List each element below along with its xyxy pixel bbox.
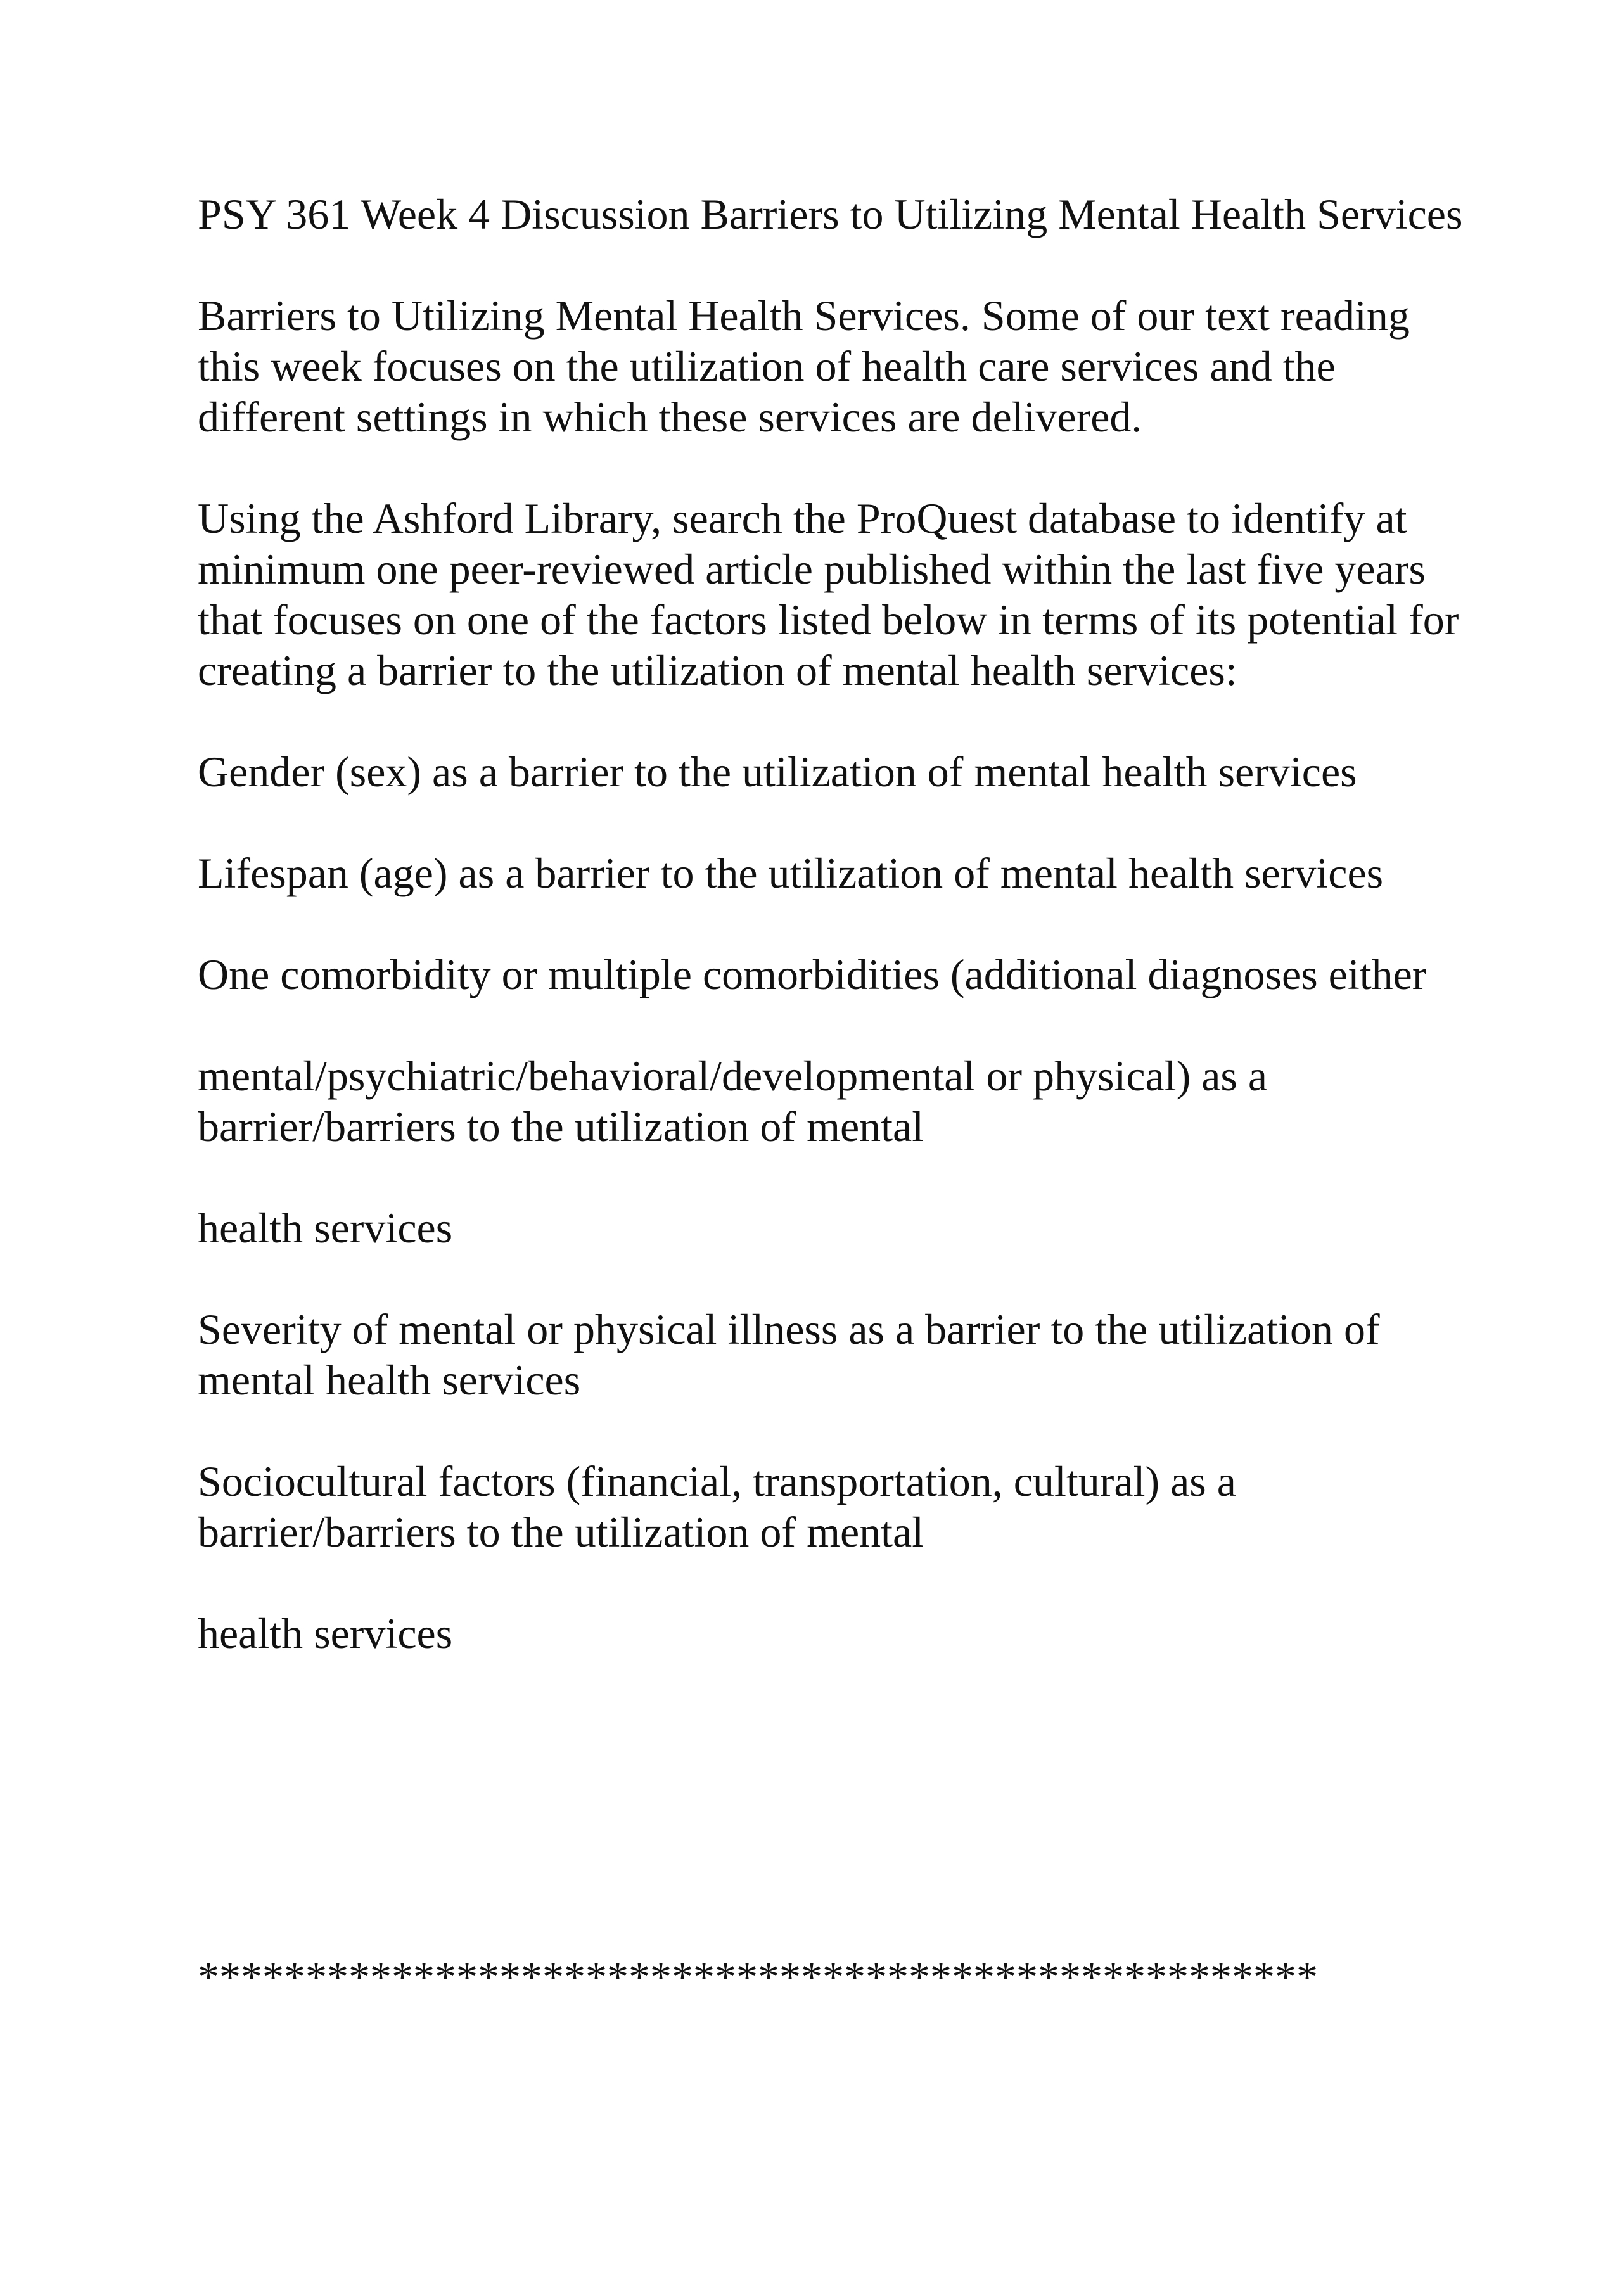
factor-sociocultural: Sociocultural factors (financial, transportation, cultural) as a barrier/barriers to the utilization of mental	[198, 1457, 1236, 1556]
factor-gender: Gender (sex) as a barrier to the utilization of mental health services	[198, 748, 1357, 796]
factor-sociocultural-end: health services	[198, 1609, 453, 1657]
document-body	[198, 189, 1465, 1659]
factor-lifespan: Lifespan (age) as a barrier to the utilization of mental health services	[198, 849, 1384, 897]
separator-line: ****************************************************	[198, 1953, 1318, 2001]
factor-comorbidity: One comorbidity or multiple comorbidities (additional diagnoses either	[198, 950, 1427, 998]
document-title: PSY 361 Week 4 Discussion Barriers to Utilizing Mental Health Services	[198, 190, 1463, 238]
factor-comorbidity-continued: mental/psychiatric/behavioral/developmental or physical) as a barrier/barriers to the utilization of mental	[198, 1052, 1268, 1151]
paragraph-instructions: Using the Ashford Library, search the ProQuest database to identify at minimum one peer-reviewed article published within the last five years that focuses on one of the factors listed below in terms of its potential for creating a barrier to the utilization of mental health services:	[198, 494, 1459, 694]
factor-severity: Severity of mental or physical illness as a barrier to the utilization of mental health services	[198, 1305, 1380, 1404]
factor-comorbidity-end: health services	[198, 1204, 453, 1252]
paragraph-intro: Barriers to Utilizing Mental Health Services. Some of our text reading this week focuses on the utilization of health care services and the different settings in which these services are delivered.	[198, 291, 1410, 441]
